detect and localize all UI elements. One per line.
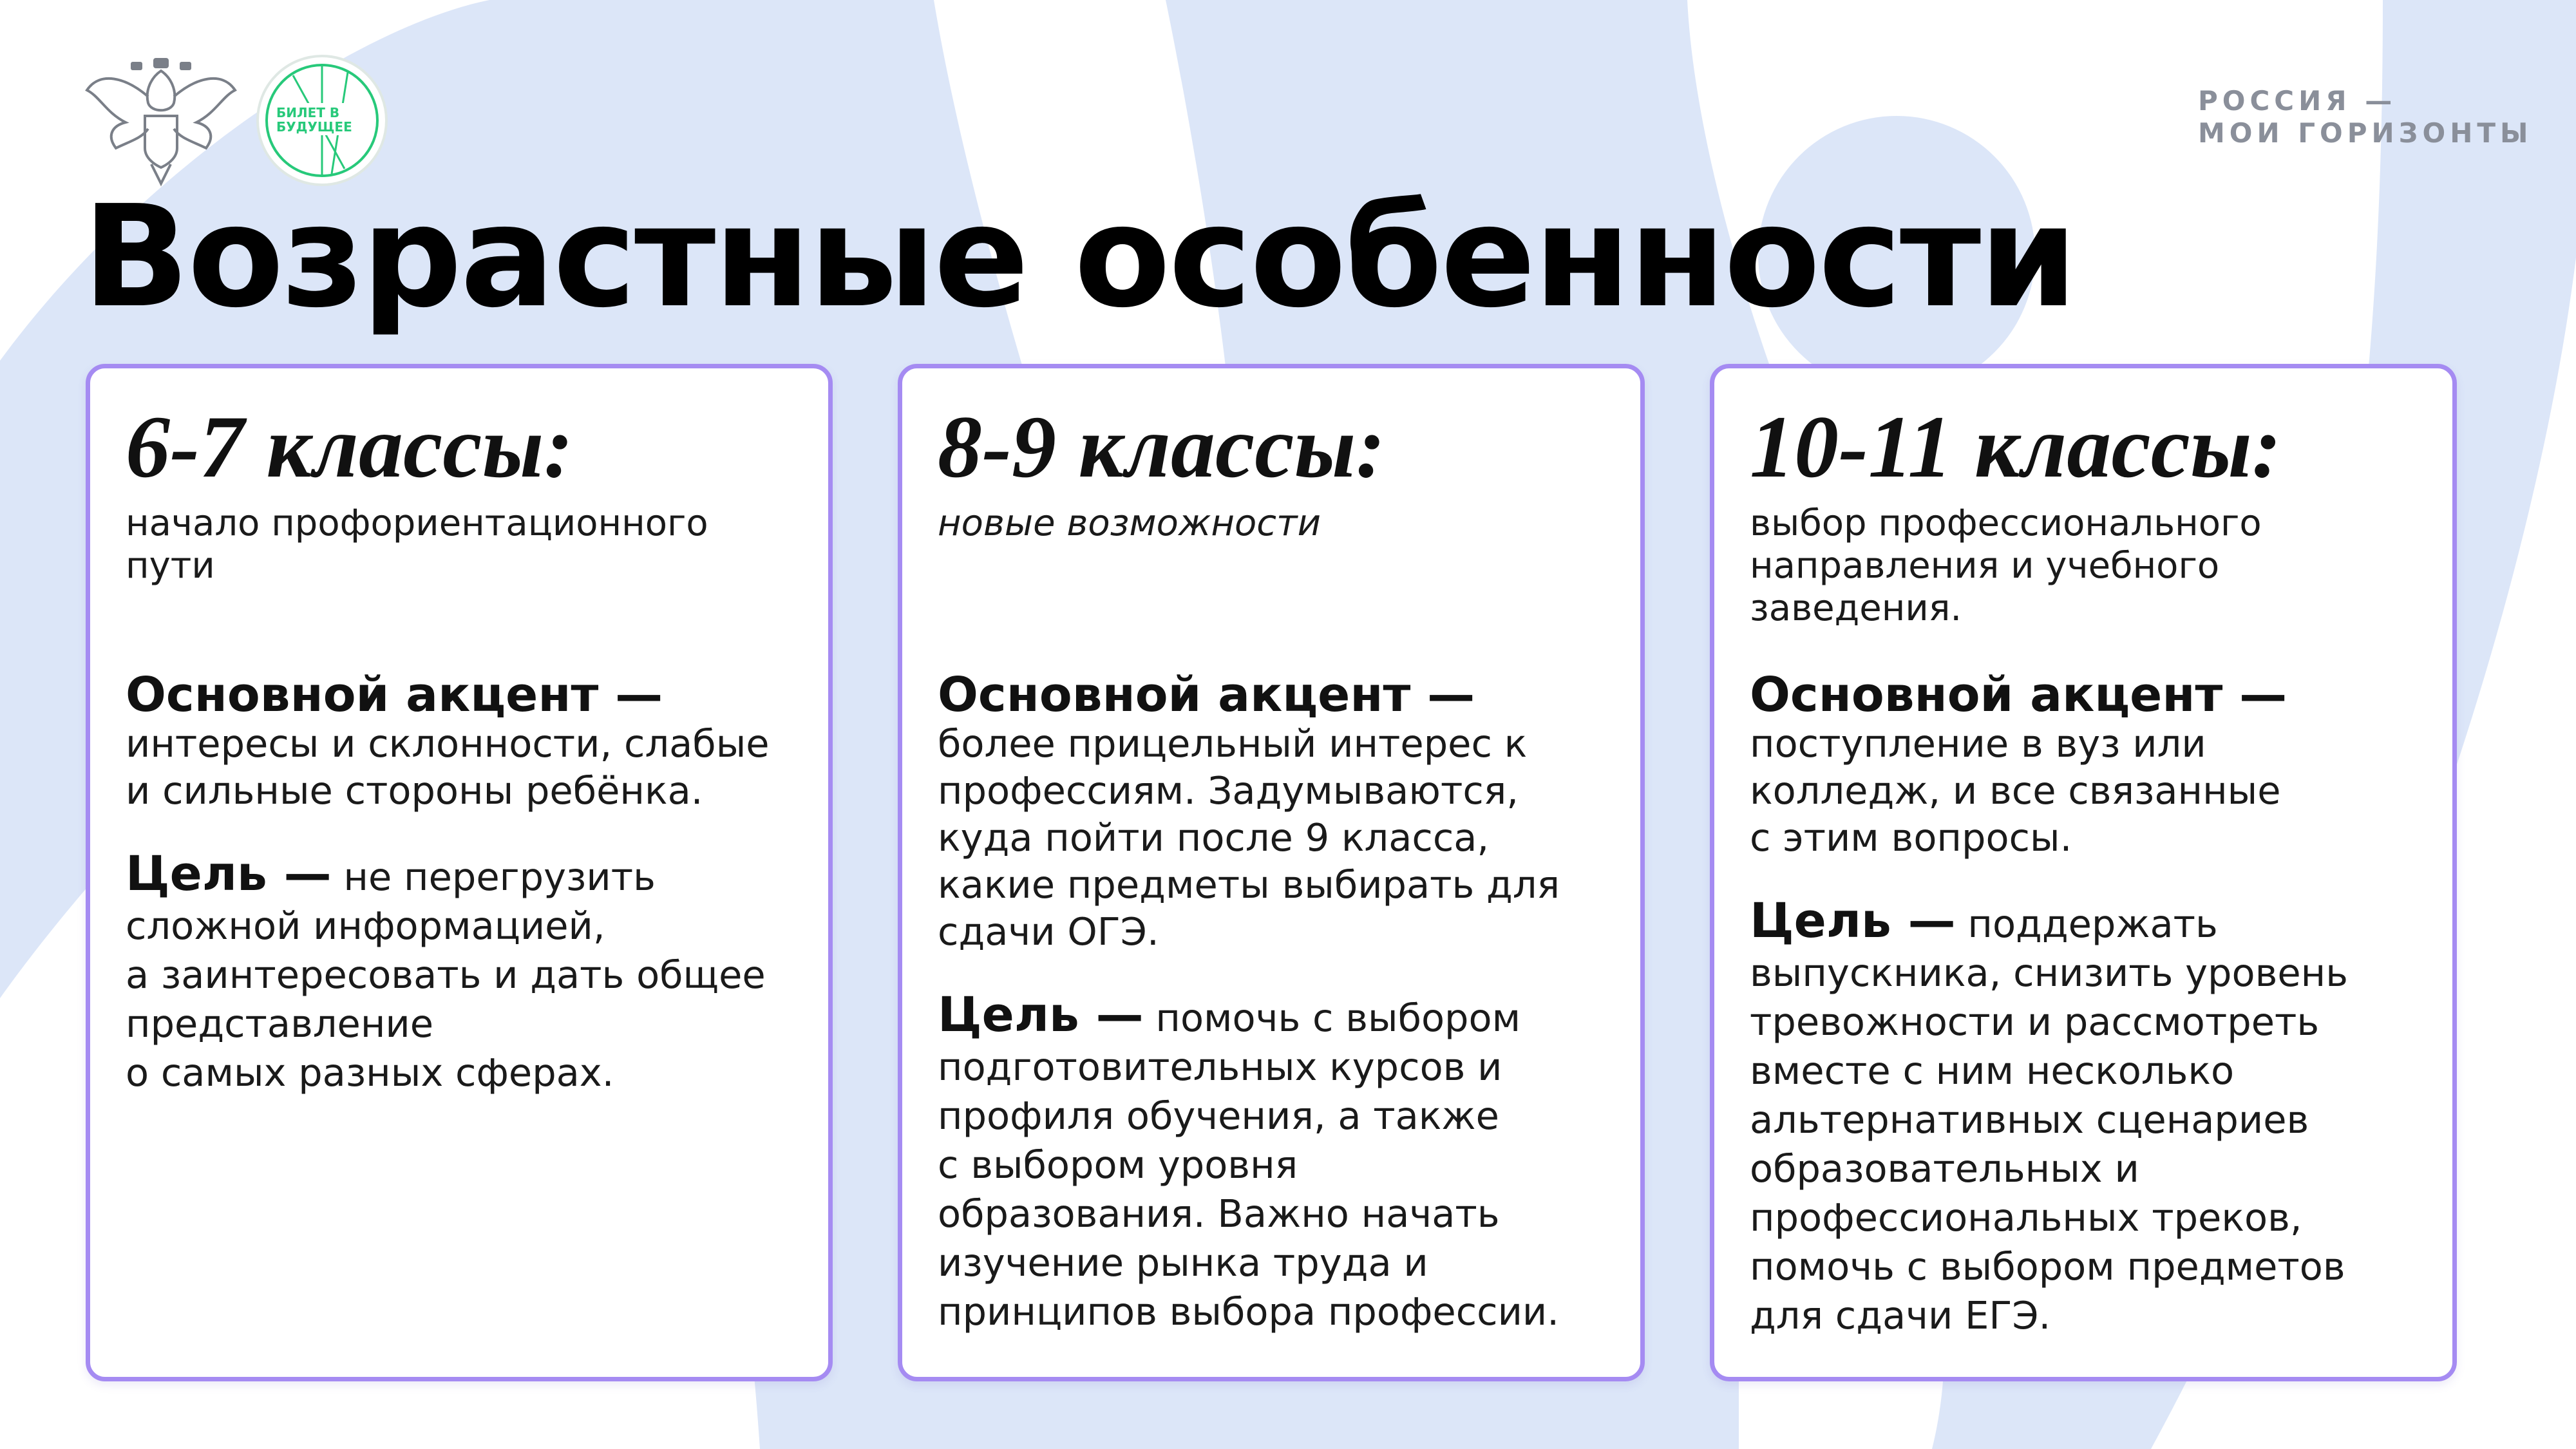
accent-label: Основной акцент — bbox=[126, 667, 663, 723]
accent-text: более прицельный интерес к профессиям. Задумываются, куда пойти после 9 класса, какие предметы выбирать для сдачи ОГЭ. bbox=[938, 721, 1560, 954]
goal-text: не перегрузить сложной информацией, а заинтересовать и дать общее представление о самых разных сферах. bbox=[126, 855, 766, 1095]
goal-block bbox=[938, 987, 1608, 1336]
coat-of-arms-icon bbox=[80, 52, 242, 187]
ticket-to-future-logo-icon bbox=[254, 53, 390, 188]
card-subtitle: выбор профессионального направления и учебного заведения. bbox=[1750, 502, 2262, 629]
page-title: Возрастные особенности bbox=[82, 176, 2076, 339]
card-subtitle: новые возможности bbox=[938, 502, 1321, 544]
accent-text: поступление в вуз или колледж, и все связанные с этим вопросы. bbox=[1750, 721, 2281, 860]
accent-text: интересы и склонности, слабые и сильные стороны ребёнка. bbox=[126, 721, 770, 813]
card-grades-6-7 bbox=[86, 364, 833, 1381]
accent-label: Основной акцент — bbox=[1750, 667, 2287, 723]
goal-text: помочь с выбором подготовительных курсов и профиля обучения, а также с выбором уровня образования. Важно начать изучение рынка труда и принципов выбора профессии. bbox=[938, 996, 1560, 1334]
card-heading: 10-11 классы: bbox=[1750, 397, 2282, 496]
card-grades-8-9 bbox=[898, 364, 1645, 1381]
accent-label: Основной акцент — bbox=[938, 667, 1475, 723]
accent-block bbox=[938, 667, 1608, 955]
accent-block bbox=[1750, 667, 2420, 861]
project-label bbox=[2198, 85, 2533, 149]
svg-text:БУДУЩЕЕ: БУДУЩЕЕ bbox=[276, 119, 352, 135]
project-label-line2: МОИ ГОРИЗОНТЫ bbox=[2198, 117, 2533, 149]
card-heading: 6-7 классы: bbox=[126, 397, 574, 496]
project-label-line1: РОССИЯ — bbox=[2198, 85, 2397, 117]
goal-block bbox=[126, 846, 796, 1097]
goal-label: Цель — bbox=[126, 846, 332, 902]
card-heading: 8-9 классы: bbox=[938, 397, 1386, 496]
goal-label: Цель — bbox=[938, 987, 1144, 1043]
goal-text: поддержать выпускника, снизить уровень тревожности и рассмотреть вместе с ним несколько альтернативных сценариев образовательных и профессиональных треков, помочь с выбором предметов для сдачи ЕГЭ. bbox=[1750, 902, 2348, 1338]
goal-block bbox=[1750, 893, 2420, 1340]
goal-label: Цель — bbox=[1750, 893, 1956, 949]
card-grades-10-11 bbox=[1710, 364, 2457, 1381]
card-subtitle: начало профориентационного пути bbox=[126, 502, 708, 587]
accent-block bbox=[126, 667, 796, 814]
ticket-logo-text: БИЛЕТ В bbox=[276, 105, 340, 120]
